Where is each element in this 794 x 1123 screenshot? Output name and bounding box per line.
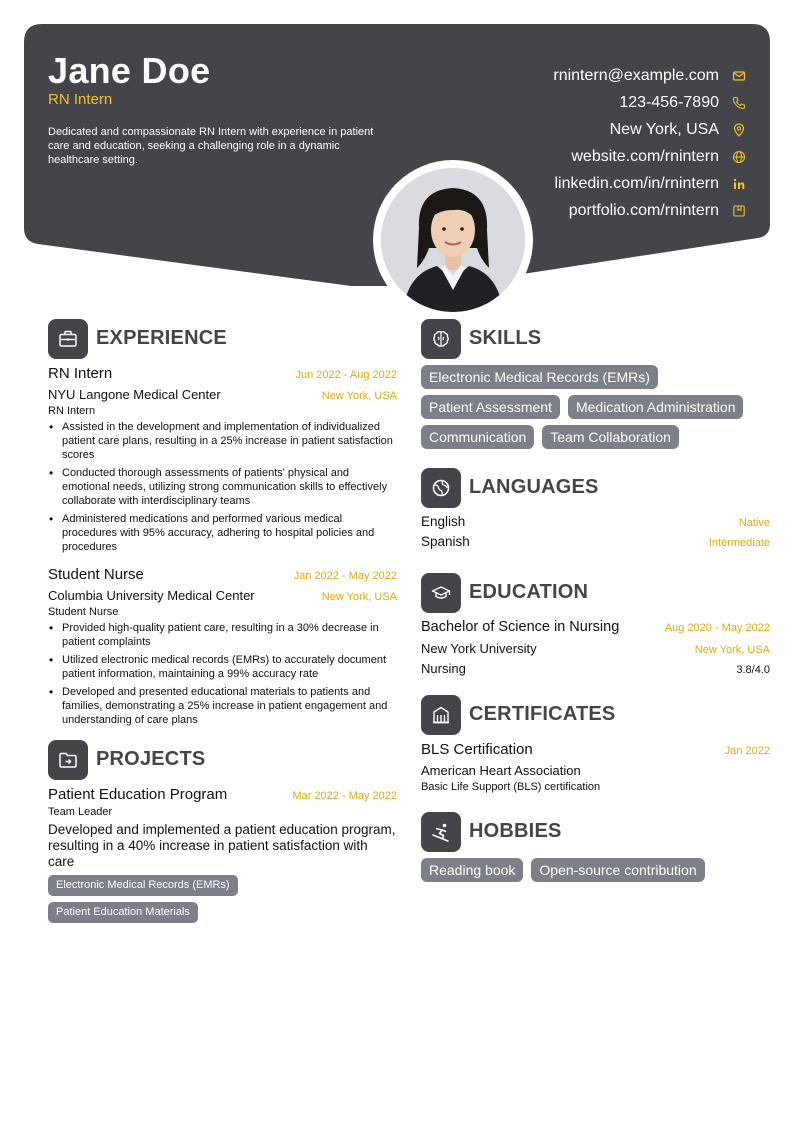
brain-icon [421, 319, 461, 359]
project-title: Patient Education Program [48, 786, 228, 803]
skiing-icon [421, 812, 461, 852]
project-tags [48, 875, 397, 923]
language-name: Spanish [421, 534, 470, 549]
project-entry [48, 786, 397, 923]
linkedin-icon [732, 177, 746, 191]
contact-location [366, 116, 746, 143]
skills-list [421, 365, 770, 449]
education-dates: Aug 2020 - May 2022 [664, 622, 770, 634]
certificate-name: BLS Certification [421, 741, 533, 758]
projects-title: PROJECTS [96, 748, 206, 770]
portfolio-icon [732, 204, 746, 218]
hobbies-header [421, 811, 770, 852]
education-section [421, 572, 770, 676]
location-pin-icon [732, 123, 746, 137]
experience-title: EXPERIENCE [96, 327, 227, 349]
job-title: Student Nurse [48, 566, 144, 583]
job-dates: Jun 2022 - Aug 2022 [295, 369, 397, 381]
hobby-tag: Open-source contribution [531, 858, 704, 882]
language-level: Native [738, 517, 770, 529]
globe-language-icon [421, 468, 461, 508]
school-location: New York, USA [694, 644, 770, 656]
job-bullets [48, 621, 397, 727]
project-role: Team Leader [48, 806, 113, 818]
right-column [421, 318, 770, 882]
contact-email[interactable] [366, 62, 746, 89]
job-bullet: • Provided high-quality patient care, resulting in a 30% decrease in patient complaints [48, 621, 397, 649]
language-level: Intermediate [708, 537, 770, 549]
language-row [421, 514, 770, 534]
experience-section [48, 318, 397, 727]
job-dates: Jan 2022 - May 2022 [293, 570, 397, 582]
skill-tag: Patient Assessment [421, 395, 560, 419]
certificate-issuer: American Heart Association [421, 763, 581, 778]
contact-portfolio-text: portfolio.com/rnintern [568, 201, 719, 219]
envelope-icon [732, 69, 746, 83]
skill-tag: Communication [421, 425, 534, 449]
skills-header [421, 318, 770, 359]
project-dates: Mar 2022 - May 2022 [292, 790, 397, 802]
hobbies-title: HOBBIES [469, 820, 562, 842]
certificates-header [421, 694, 770, 735]
experience-entry [48, 566, 397, 727]
candidate-name: Jane Doe [48, 50, 211, 91]
job-bullet: • Developed and presented educational materials to patients and families, demonstrating a 25% increase in patient engagement and understanding of care plans [48, 685, 397, 727]
project-description: Developed and implemented a patient education program, resulting in a 40% increase in patient satisfaction with care [48, 822, 396, 869]
field-of-study: Nursing [421, 661, 466, 676]
language-row [421, 534, 770, 554]
job-location: New York, USA [321, 390, 397, 402]
job-bullet: • Assisted in the development and implementation of individualized patient care plans, resulting in a 25% increase in patient satisfaction scores [48, 420, 397, 462]
education-title: EDUCATION [469, 581, 589, 603]
skill-tag: Team Collaboration [542, 425, 679, 449]
hobbies-list [421, 858, 770, 882]
hobbies-section [421, 811, 770, 882]
avatar [381, 168, 525, 312]
employer: Columbia University Medical Center [48, 588, 255, 603]
projects-section [48, 739, 397, 923]
job-bullets [48, 420, 397, 554]
skills-section [421, 318, 770, 449]
school: New York University [421, 641, 537, 656]
contact-phone-text: 123-456-7890 [619, 93, 719, 111]
languages-title: LANGUAGES [469, 476, 599, 498]
education-header [421, 572, 770, 613]
candidate-title: RN Intern [48, 91, 113, 108]
contact-linkedin-text: linkedin.com/in/rnintern [554, 174, 719, 192]
languages-section [421, 467, 770, 554]
job-title: RN Intern [48, 365, 113, 382]
contact-email-text: rnintern@example.com [553, 66, 719, 84]
certificate-description: Basic Life Support (BLS) certification [421, 781, 601, 793]
portrait-image [381, 168, 525, 312]
contact-website-text: website.com/rnintern [571, 147, 719, 165]
projects-header [48, 739, 397, 780]
languages-header [421, 467, 770, 508]
graduation-cap-icon [421, 573, 461, 613]
project-tag: Patient Education Materials [48, 902, 198, 923]
hobby-tag: Reading book [421, 858, 523, 882]
briefcase-icon [48, 319, 88, 359]
folder-icon [48, 740, 88, 780]
skill-tag: Electronic Medical Records (EMRs) [421, 365, 658, 389]
profile-summary: Dedicated and compassionate RN Intern with experience in patient care and education, seeking a challenging role in a dynamic healthcare setting. [48, 126, 374, 166]
certificate-building-icon [421, 695, 461, 735]
employer: NYU Langone Medical Center [48, 387, 221, 402]
contact-location-text: New York, USA [609, 120, 719, 138]
gpa: 3.8/4.0 [736, 664, 770, 676]
certificate-date: Jan 2022 [724, 745, 770, 757]
job-role: Student Nurse [48, 606, 119, 618]
job-bullet: • Administered medications and performed various medical procedures with 95% accuracy, adhering to hospital policies and procedures [48, 512, 397, 554]
skills-title: SKILLS [469, 327, 542, 349]
project-tag: Electronic Medical Records (EMRs) [48, 875, 238, 896]
left-column [48, 318, 397, 935]
job-role: RN Intern [48, 405, 96, 417]
job-bullet: • Utilized electronic medical records (EMRs) to accurately document patient information, maintaining a 99% accuracy rate [48, 653, 397, 681]
certificates-section [421, 694, 770, 793]
phone-icon [732, 96, 746, 110]
skill-tag: Medication Administration [568, 395, 744, 419]
contact-phone[interactable] [366, 89, 746, 116]
certificates-title: CERTIFICATES [469, 703, 616, 725]
language-name: English [421, 514, 466, 529]
experience-entry [48, 365, 397, 554]
job-bullet: • Conducted thorough assessments of patients' physical and emotional needs, utilizing strong communication skills to effectively collaborate with interdisciplinary teams [48, 466, 397, 508]
experience-header [48, 318, 397, 359]
globe-icon [732, 150, 746, 164]
degree: Bachelor of Science in Nursing [421, 619, 620, 635]
job-location: New York, USA [321, 591, 397, 603]
